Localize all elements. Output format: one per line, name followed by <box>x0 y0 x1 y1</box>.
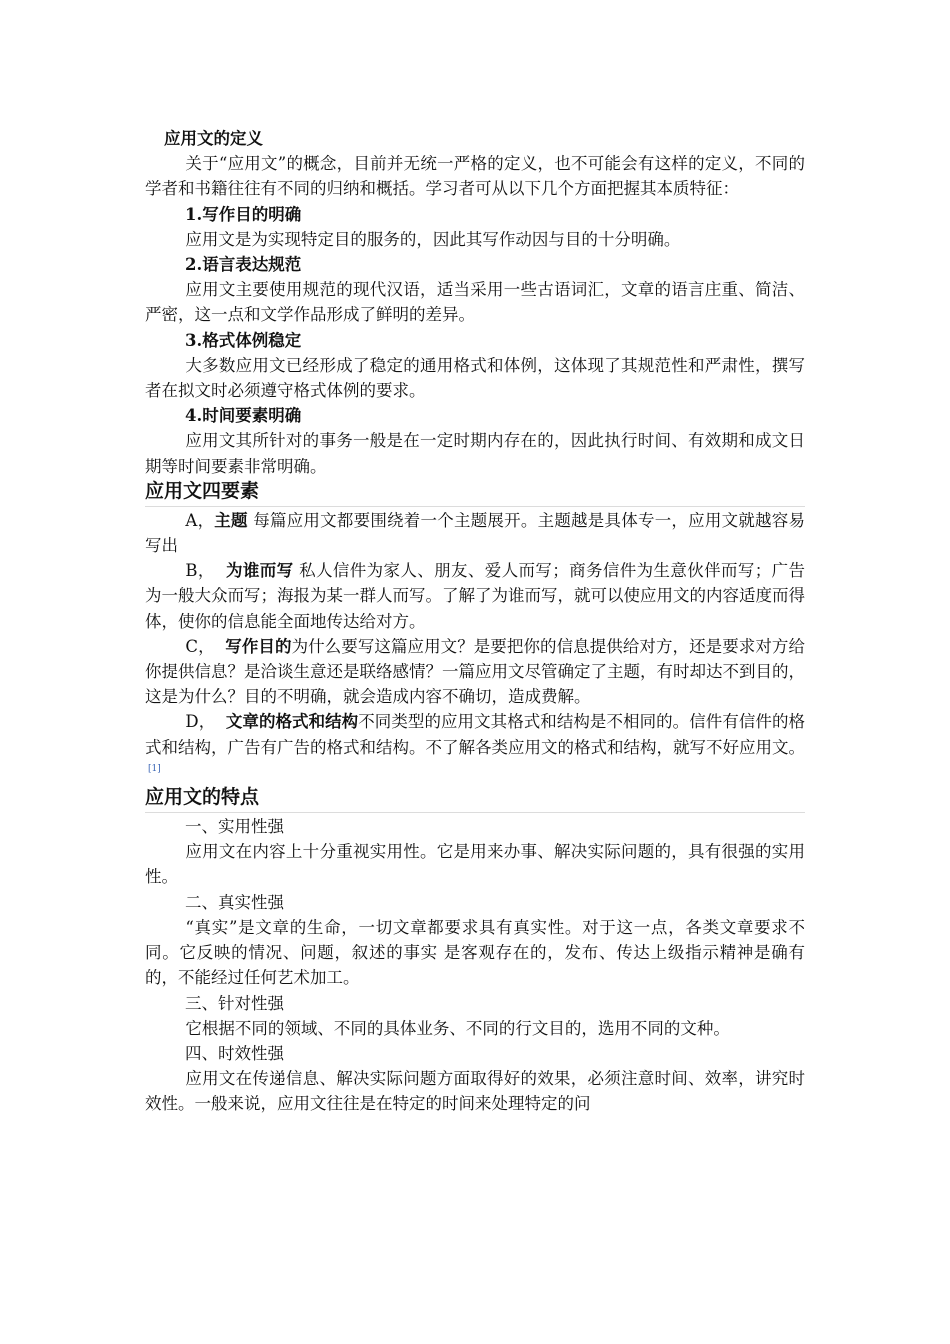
point-text: 应用文主要使用规范的现代汉语，适当采用一些古语词汇，文章的语言庄重、简洁、严密，这一点和文学作品形成了鲜明的差异。 <box>145 280 805 325</box>
element-item <box>145 558 805 634</box>
element-lead: 主题 <box>214 510 248 530</box>
feature-text: 应用文在传递信息、解决实际问题方面取得好的效果，必须注意时间、效率，讲究时效性。一般来说，应用文往往是在特定的时间来处理特定的问 <box>145 1069 805 1114</box>
point-text: 应用文是为实现特定目的服务的，因此其写作动因与目的十分明确。 <box>185 229 681 249</box>
element-text: 不同类型的应用文其格式和结构是不相同的。信件有信件的格式和结构，广告有广告的格式和结构。不了解各类应用文的格式和结构，就写不好应用文。 <box>145 712 806 757</box>
citation-link[interactable]: [1] <box>148 764 161 775</box>
feature-heading: 一、实用性强 <box>185 817 284 837</box>
point-heading: 3.格式体例稳定 <box>185 330 302 350</box>
element-item <box>145 508 805 558</box>
feature-heading: 二、真实性强 <box>185 892 284 912</box>
feature-heading: 三、针对性强 <box>185 993 284 1013</box>
element-text: 每篇应用文都要围绕着一个主题展开。主题越是具体专一，应用文就越容易写出 <box>145 510 806 556</box>
section-definition-title: 应用文的定义 <box>164 129 263 148</box>
section-features-title: 应用文的特点 <box>145 785 805 813</box>
element-prefix: C， <box>185 636 226 656</box>
point-heading: 2.语言表达规范 <box>185 255 302 275</box>
element-lead: 文章的格式和结构 <box>225 712 359 732</box>
feature-text: 应用文在内容上十分重视实用性。它是用来办事、解决实际问题的，具有很强的实用性。 <box>145 842 805 887</box>
element-lead: 为谁而写 <box>226 561 294 581</box>
document-body <box>145 126 805 1117</box>
point-heading: 1.写作目的明确 <box>185 204 302 224</box>
element-prefix: D， <box>185 712 226 732</box>
element-lead: 写作目的 <box>225 636 292 656</box>
definition-intro: 关于“应用文”的概念，目前并无统一严格的定义，也不可能会有这样的定义，不同的学者和书籍往往有不同的归纳和概括。学习者可从以下几个方面把握其本质特征： <box>145 154 805 199</box>
element-prefix: B， <box>185 561 227 581</box>
feature-heading: 四、时效性强 <box>185 1043 284 1063</box>
section-four-elements-title: 应用文四要素 <box>145 479 805 507</box>
element-item <box>145 634 805 710</box>
point-text: 大多数应用文已经形成了稳定的通用格式和体例，这体现了其规范性和严肃性，撰写者在拟文时必须遵守格式体例的要求。 <box>145 355 805 401</box>
point-heading: 4.时间要素明确 <box>185 406 302 426</box>
feature-text: “真实”是文章的生命，一切文章都要求具有真实性。对于这一点，各类文章要求不同。它反映的情况、问题，叙述的事实 是客观存在的，发布、传达上级指示精神是确有的，不能经过任何艺术加工。 <box>145 917 805 988</box>
element-text: 为什么要写这篇应用文？是要把你的信息提供给对方，还是要求对方给你提供信息？是洽谈生意还是联络感情？一篇应用文尽管确定了主题，有时却达不到目的，这是为什么？目的不明确，就会造成内容不确切，造成费解。 <box>145 636 805 707</box>
element-text: 私人信件为家人、朋友、爱人而写；商务信件为生意伙伴而写；广告为一般大众而写；海报为某一群人而写。了解了为谁而写，就可以使应用文的内容适度而得体，使你的信息能全面地传达给对方。 <box>145 561 806 631</box>
element-prefix: A， <box>185 510 215 530</box>
element-item <box>145 709 805 785</box>
feature-text: 它根据不同的领域、不同的具体业务、不同的行文目的，选用不同的文种。 <box>185 1018 730 1038</box>
point-text: 应用文其所针对的事务一般是在一定时期内存在的，因此执行时间、有效期和成文日期等时间要素非常明确。 <box>145 431 805 476</box>
